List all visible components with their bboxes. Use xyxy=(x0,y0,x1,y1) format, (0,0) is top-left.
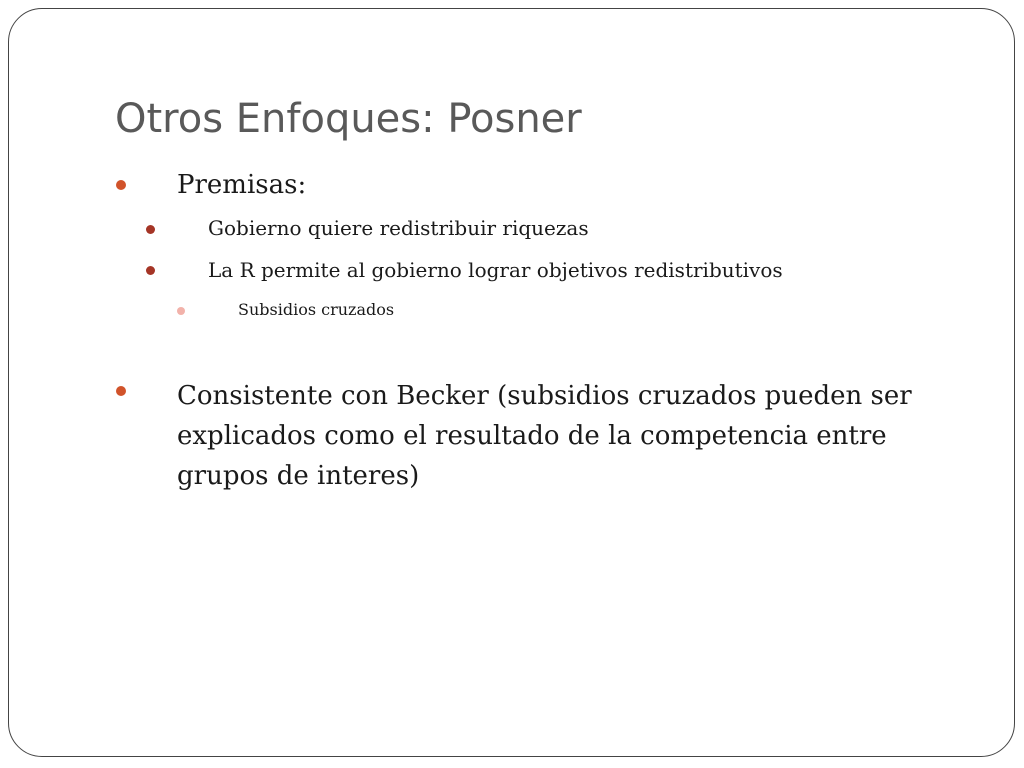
bullet-dot-icon xyxy=(177,307,185,315)
bullet-dot-icon xyxy=(146,266,155,275)
bullet-text: Subsidios cruzados xyxy=(238,300,395,319)
slide-title: Otros Enfoques: Posner xyxy=(115,96,582,142)
bullet-text: La R permite al gobierno lograr objetivos redistributivos xyxy=(208,258,783,282)
bullet-dot-icon xyxy=(116,386,126,396)
bullet-dot-icon xyxy=(146,225,155,234)
bullet-text: Consistente con Becker (subsidios cruzados pueden ser explicados como el resultado de la competencia entre grupos de interes) xyxy=(177,381,912,491)
bullet-dot-icon xyxy=(116,180,126,190)
bullet-text: Gobierno quiere redistribuir riquezas xyxy=(208,216,589,240)
bullet-text: Premisas: xyxy=(177,170,307,200)
